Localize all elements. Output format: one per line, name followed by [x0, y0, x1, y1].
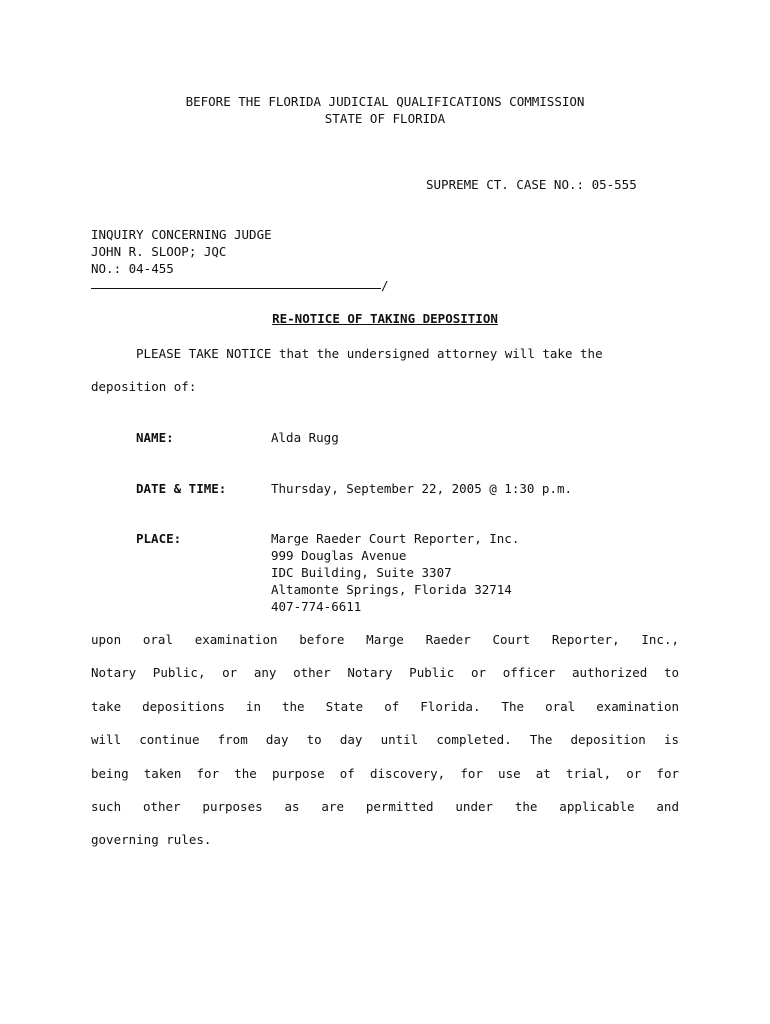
caption-line-number: NO.: 04-455	[91, 261, 174, 276]
datetime-label: DATE & TIME:	[136, 481, 227, 496]
caption-rule	[91, 288, 381, 289]
caption-slash: /	[381, 278, 389, 293]
body-line: will continue from day to day until completed. The deposition is	[91, 732, 679, 747]
caption-line-inquiry: INQUIRY CONCERNING JUDGE	[91, 227, 272, 242]
place-line: IDC Building, Suite 3307	[271, 565, 452, 580]
body-line: Notary Public, or any other Notary Public or officer authorized to	[91, 665, 679, 680]
state-heading: STATE OF FLORIDA	[324, 111, 446, 126]
document-title	[0, 310, 770, 327]
caption-line-judge: JOHN R. SLOOP; JQC	[91, 244, 227, 259]
document-title-text: RE-NOTICE OF TAKING DEPOSITION	[272, 311, 498, 326]
place-line: Marge Raeder Court Reporter, Inc.	[271, 531, 520, 546]
place-line: Altamonte Springs, Florida 32714	[271, 582, 512, 597]
name-value: Alda Rugg	[271, 430, 339, 445]
place-label: PLACE:	[136, 531, 182, 546]
body-line: upon oral examination before Marge Raeder Court Reporter, Inc.,	[91, 632, 679, 647]
commission-heading: BEFORE THE FLORIDA JUDICIAL QUALIFICATIONS COMMISSION	[185, 94, 585, 109]
body-line: governing rules.	[91, 832, 212, 847]
name-label: NAME:	[136, 430, 174, 445]
body-line: such other purposes as are permitted under the applicable and	[91, 799, 679, 814]
body-line: being taken for the purpose of discovery, for use at trial, or for	[91, 766, 679, 781]
datetime-value: Thursday, September 22, 2005 @ 1:30 p.m.	[271, 481, 573, 496]
place-line: 407-774-6611	[271, 599, 362, 614]
place-line: 999 Douglas Avenue	[271, 548, 407, 563]
intro-line-1: PLEASE TAKE NOTICE that the undersigned attorney will take the	[136, 346, 603, 361]
intro-line-2: deposition of:	[91, 379, 197, 394]
body-line: take depositions in the State of Florida. The oral examination	[91, 699, 679, 714]
case-number: SUPREME CT. CASE NO.: 05-555	[426, 177, 637, 192]
